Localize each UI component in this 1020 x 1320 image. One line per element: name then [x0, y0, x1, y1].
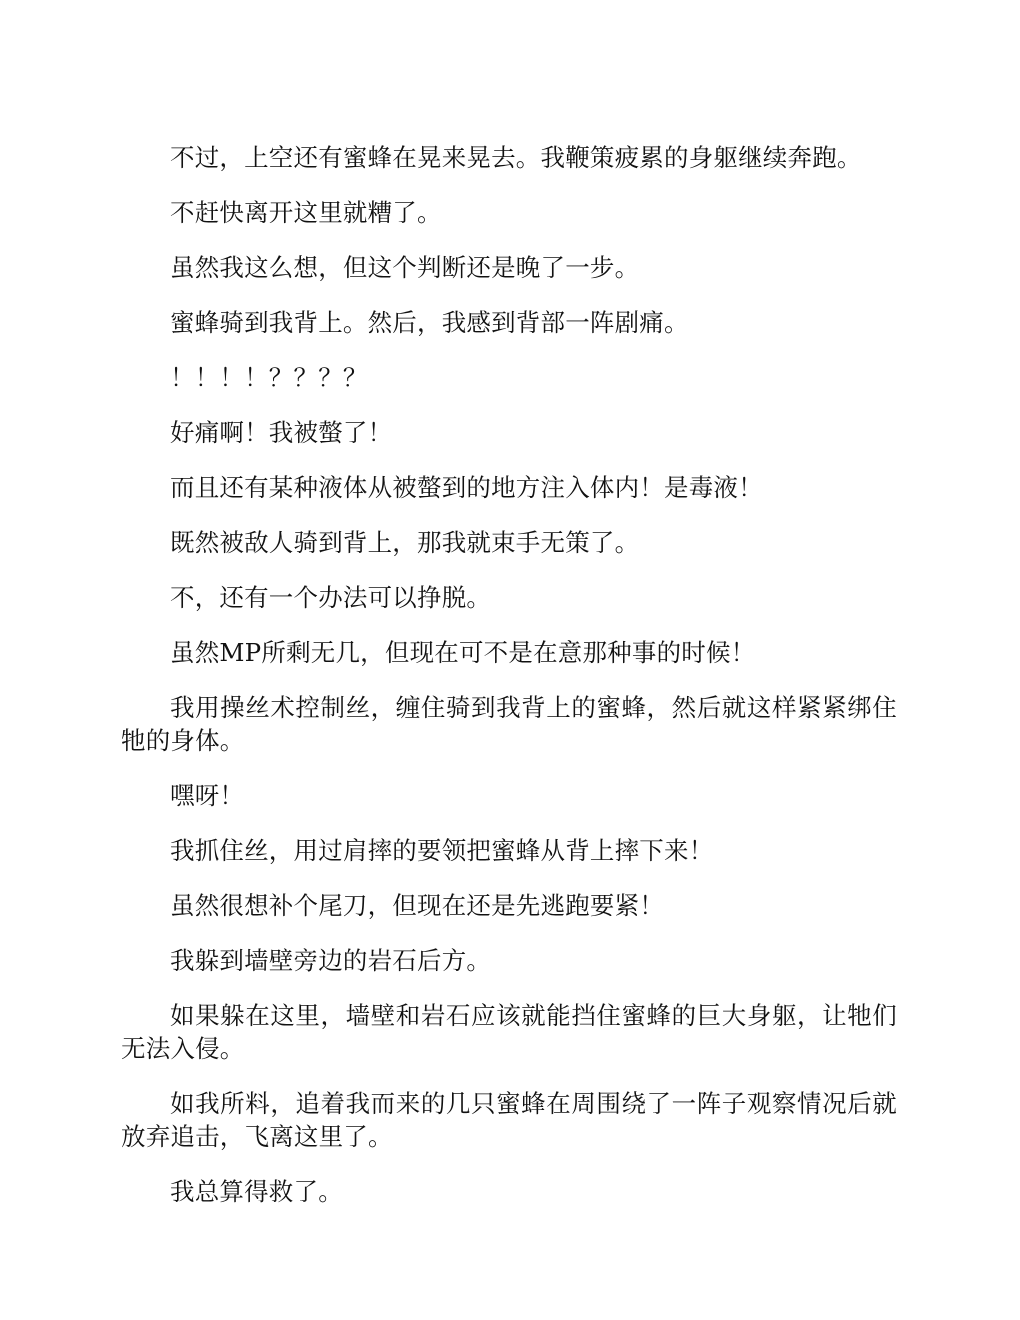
- paragraph-11: 我用操丝术控制丝，缠住骑到我背上的蜜蜂，然后就这样紧紧绑住牠的身体。: [121, 693, 897, 755]
- paragraph-15: 我躲到墙壁旁边的岩石后方。: [170, 946, 492, 975]
- paragraph-8: 既然被敌人骑到背上，那我就束手无策了。: [170, 528, 640, 557]
- paragraph-12: 嘿呀！: [170, 781, 245, 810]
- paragraph-5: ！！！！？？？？: [170, 363, 368, 392]
- paragraph-6: 好痛啊！我被螫了！: [170, 418, 393, 447]
- paragraph-2: 不赶快离开这里就糟了。: [170, 198, 442, 227]
- paragraph-10: 虽然MP所剩无几，但现在可不是在意那种事的时候！: [170, 638, 756, 667]
- paragraph-3: 虽然我这么想，但这个判断还是晚了一步。: [170, 253, 640, 282]
- paragraph-13: 我抓住丝，用过肩摔的要领把蜜蜂从背上摔下来！: [170, 836, 714, 865]
- paragraph-7: 而且还有某种液体从被螫到的地方注入体内！是毒液！: [170, 473, 763, 502]
- document-body: [121, 141, 897, 1230]
- paragraph-18: 我总算得救了。: [170, 1177, 343, 1206]
- paragraph-4: 蜜蜂骑到我背上。然后，我感到背部一阵剧痛。: [170, 308, 689, 337]
- paragraph-1: 不过，上空还有蜜蜂在晃来晃去。我鞭策疲累的身躯继续奔跑。: [170, 143, 862, 172]
- paragraph-17: 如我所料，追着我而来的几只蜜蜂在周围绕了一阵子观察情况后就放弃追击，飞离这里了。: [121, 1089, 897, 1151]
- paragraph-9: 不，还有一个办法可以挣脱。: [170, 583, 492, 612]
- paragraph-14: 虽然很想补个尾刀，但现在还是先逃跑要紧！: [170, 891, 664, 920]
- paragraph-16: 如果躲在这里，墙壁和岩石应该就能挡住蜜蜂的巨大身躯，让牠们无法入侵。: [121, 1001, 897, 1063]
